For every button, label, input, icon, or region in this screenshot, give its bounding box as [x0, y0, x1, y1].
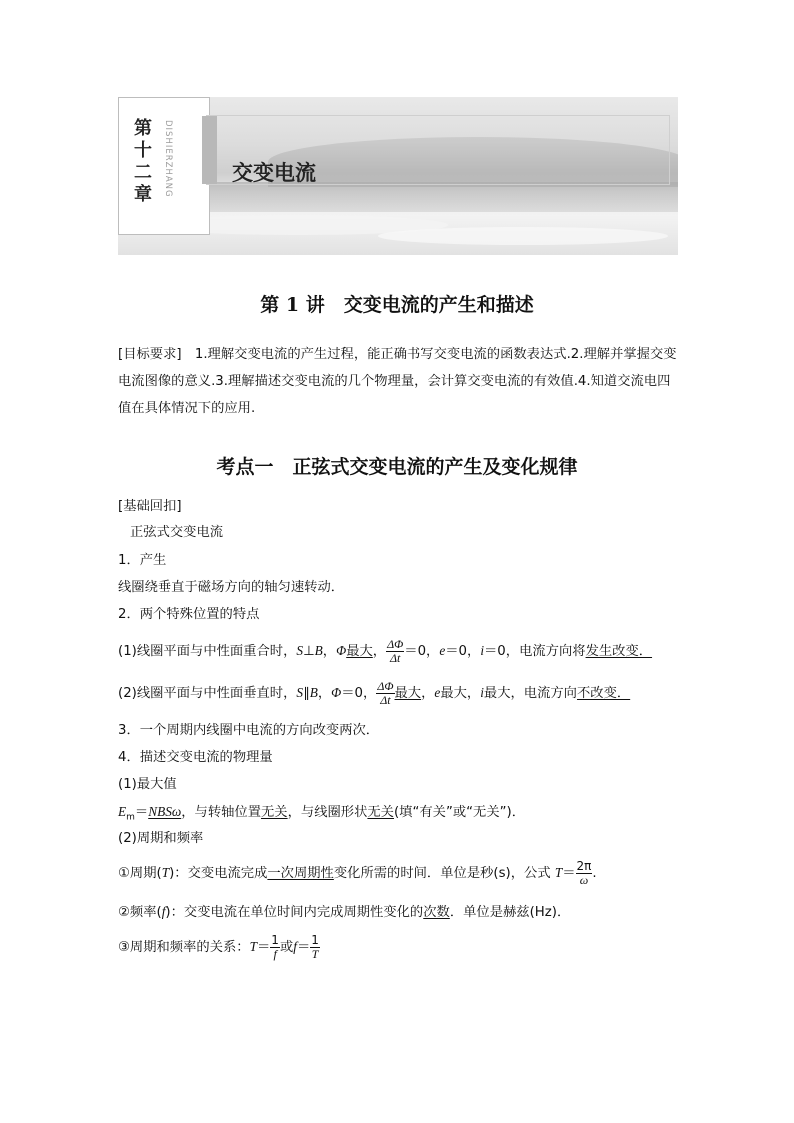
learning-goals	[118, 341, 678, 422]
chapter-title: 交变电流	[232, 161, 316, 185]
basics-heading: 正弦式交变电流	[130, 525, 224, 540]
banner-wave	[378, 227, 668, 245]
period-definition: ①周期(T)：交变电流完成一次周期性变化所需的时间．单位是秒(s)，公式 T＝ $\frac{2\pi}{\omega}$ .	[118, 858, 597, 887]
max-value-formula: $E_m=NBS\omega$，与转轴位置无关，与线圈形状无关(填“有关”或“无关”)．	[118, 804, 525, 823]
special-position-2: (2)线圈平面与中性面垂直时，S∥B，Φ＝0， $\frac{\Delta\Phi}{\Delta t}$ 最大，e最大，i最大，电流方向不改变．	[118, 678, 631, 707]
flux-rate-fraction: $\frac{\Delta\Phi}{\Delta t}$	[387, 636, 404, 665]
item-3: 3．一个周期内线圈中电流的方向改变两次．	[118, 723, 380, 738]
lecture-title: 第 1 讲 交变电流的产生和描述	[260, 294, 534, 316]
max-value-title: (1)最大值	[118, 777, 177, 792]
relation-fraction: $\frac{1}{f}$	[271, 932, 279, 961]
relation-fraction: $\frac{1}{T}$	[311, 932, 319, 961]
goals-text: 1.理解交变电流的产生过程，能正确书写交变电流的函数表达式.2.理解并掌握交变电流图像的意义.3.理解描述交变电流的几个物理量，会计算交变电流的有效值.4.知道交流电四值在具体情况下的应用.	[118, 347, 677, 416]
item-2-title: 2．两个特殊位置的特点	[118, 607, 260, 622]
chapter-pinyin: DISHIERZHANG	[163, 120, 173, 198]
chapter-title-bar	[202, 116, 217, 184]
goals-label: [目标要求]	[118, 347, 182, 362]
period-frequency-relation: ③周期和频率的关系：T＝ $\frac{1}{f}$ 或f＝ $\frac{1}{T}$	[118, 932, 319, 961]
item-1-title: 1．产生	[118, 553, 167, 568]
chapter-number-vertical: 第 十 二 章	[134, 118, 152, 205]
basics-label: [基础回扣]	[118, 499, 182, 514]
frequency-definition: ②频率(f)：交变电流在单位时间内完成周期性变化的次数．单位是赫兹(Hz)．	[118, 904, 571, 920]
special-position-1: (1)线圈平面与中性面重合时，S⊥B，Φ最大， $\frac{\Delta\Phi}{\Delta t}$ ＝0，e＝0，i＝0，电流方向将发生改变．	[118, 636, 653, 665]
item-1-text: 线圈绕垂直于磁场方向的轴匀速转动．	[118, 580, 345, 595]
flux-rate-fraction: $\frac{\Delta\Phi}{\Delta t}$	[377, 678, 394, 707]
section-title: 考点一 正弦式交变电流的产生及变化规律	[216, 456, 578, 478]
period-frequency-title: (2)周期和频率	[118, 831, 204, 846]
item-4-title: 4．描述交变电流的物理量	[118, 750, 273, 765]
period-fraction: $\frac{2\pi}{\omega}$	[576, 858, 592, 887]
